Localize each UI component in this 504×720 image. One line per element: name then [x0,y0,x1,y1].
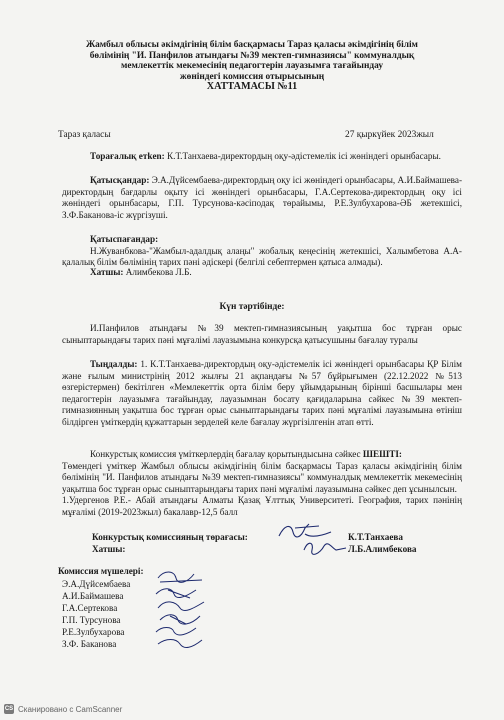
agenda-heading: Күн тәртібінде: [219,302,285,312]
member-2: А.И.Баймашева [62,591,124,601]
members-title: Комиссия мүшелері: [58,566,144,576]
participants-text: Э.А.Дүйсембаева-директордың оқу ісі жөніндегі орынбасары, А.И.Баймашева-директордың бағдарлы оқыту ісі жөніндегі орынбасары, Г.А.Сертекова-директордың оқу ісі жөніндегі орынбасары, Г.П. Турсунова-кәсіподақ төрайымы, Р.Е.Зулбухарова-ӘБ жетекшісі, З.Ф.Баканова-іс жүргізуші. [62,175,462,220]
scanner-footer [4,704,122,714]
footer-text: Сканировано с CamScanner [18,704,123,714]
secretary-paragraph [62,267,462,279]
absent-text: Н.Жуванбкова-"Жамбыл-адалдық алаңы" жобалық кеңесінің жетекшісі, Халымбетова А.А- қалалық білім бөлімінің тарих пәні әдіскері (белгілі себептермен қатыса алмады). [62,245,462,268]
title-line-3: мемлекеттік мекемесінің педагогтерін лауазымға тағайындау [120,61,384,72]
title-line-2: бөлімінің "И. Панфилов атындағы №39 мектеп-гимназиясы" коммуналдық [89,50,415,61]
chair-signature-name: К.Т.Танхаева [348,532,403,542]
chair-signature-label: Конкурстық комиссияның төрағасы: [92,532,248,542]
title-line-4: жөніндегі комиссия отырысының [179,71,325,82]
member-5: Р.Е.Зулбухарова [62,627,125,637]
heard-text: 1. К.Т.Танхаева-директордың оқу-әдістемелік ісі жөніндегі орынбасары ҚР Білім және ғылым министрінің 2012 жылғы 21 ақпандағы №57 бұйрығымен (22.12.2022 №513 өзгерістермен) бекітілген «Мемлекеттік орта білім беру ұйымдарының бірінші басшылары мен педагогтерін лауазымға тағайындау, лауазымнан босату қағидаларына сәйкес №39 мектеп-гимназиянның уақытша бос тұрған орыс сыныптарындағы тарих пәні мұғалімі лауазымына өтініш білдірген үміткердің құжаттарын зерделей келе бағалау жүргізілгенін атап өтті. [62,359,462,427]
decision-label: ШЕШТІ: [362,449,402,459]
heard-paragraph [62,359,462,429]
member-6: З.Ф. Баканова [62,639,117,649]
protocol-number: ХАТТАМАСЫ №11 [206,81,298,93]
agenda-text: И.Панфилов атындағы №39 мектеп-гимназиясының уақытша бос тұрған орыс сыныптарындағы тарих пәні мұғалімі лауазымына конкурсқа қатысушыны бағалау туралы [62,323,462,345]
member-4: Г.П. Турсунова [62,615,121,625]
decision-intro: Конкурстық комиссия үміткерлердің бағалау қорытындысына сәйкес [90,449,363,459]
absent-label: Қатыспағандар: [90,234,159,244]
candidate-line: 1.Удергенов Р.Е.- Абай атындағы Алматы Қазақ Ұлттық Университеті. География, тарих пәнінің мұғалімі (2019-2023жыл) бакалавр-12,5 балл [62,495,462,517]
members-signatures [150,568,230,652]
member-3: Г.А.Сертекова [62,603,118,613]
decision-section [62,449,462,519]
decision-intro-line [62,449,462,461]
title-line-1: Жамбыл облысы әкімдігінің білім басқармасы Тараз қаласы әкімдігінің білім [86,40,418,50]
city: Тараз қаласы [58,130,111,140]
participants-paragraph [62,175,462,221]
participants-label: Қатысқандар: [90,175,150,185]
secretary-text: Алимбекова Л.Б. [123,267,192,277]
absent-section [62,234,462,269]
document-title [40,40,464,93]
secretary-signature [300,538,350,558]
decision-text: Төмендегі үміткер Жамбыл облысы әкімдігінің білім басқармасы Тараз қаласы әкімдігінің білім бөлімінің "И. Панфилов атындағы №39 мектеп-гимназиясы" коммуналдық мемлекеттік мекемесінің уақытша бос тұрған орыс сыныптарындағы тарих пәні мұғалімі лауазымына сәйкес деп ұсынылсын. [62,460,462,494]
secretary-signature-label: Хатшы: [92,544,126,554]
camscanner-logo: CS [4,706,14,712]
chair-label: Торағалық етken: [90,151,165,161]
chair-paragraph [62,151,462,163]
secretary-signature-name: Л.Б.Алимбекова [348,544,417,554]
secretary-label: Хатшы: [90,267,124,277]
chair-text: К.Т.Танхаева-директордың оқу-әдістемелік ісі жөніндегі орынбасары. [164,151,441,161]
member-1: Э.А.Дүйсембаева [62,579,131,589]
date: 27 қыркүйек 2023жыл [345,130,434,140]
heard-label: Тыңдалды: [90,359,138,369]
